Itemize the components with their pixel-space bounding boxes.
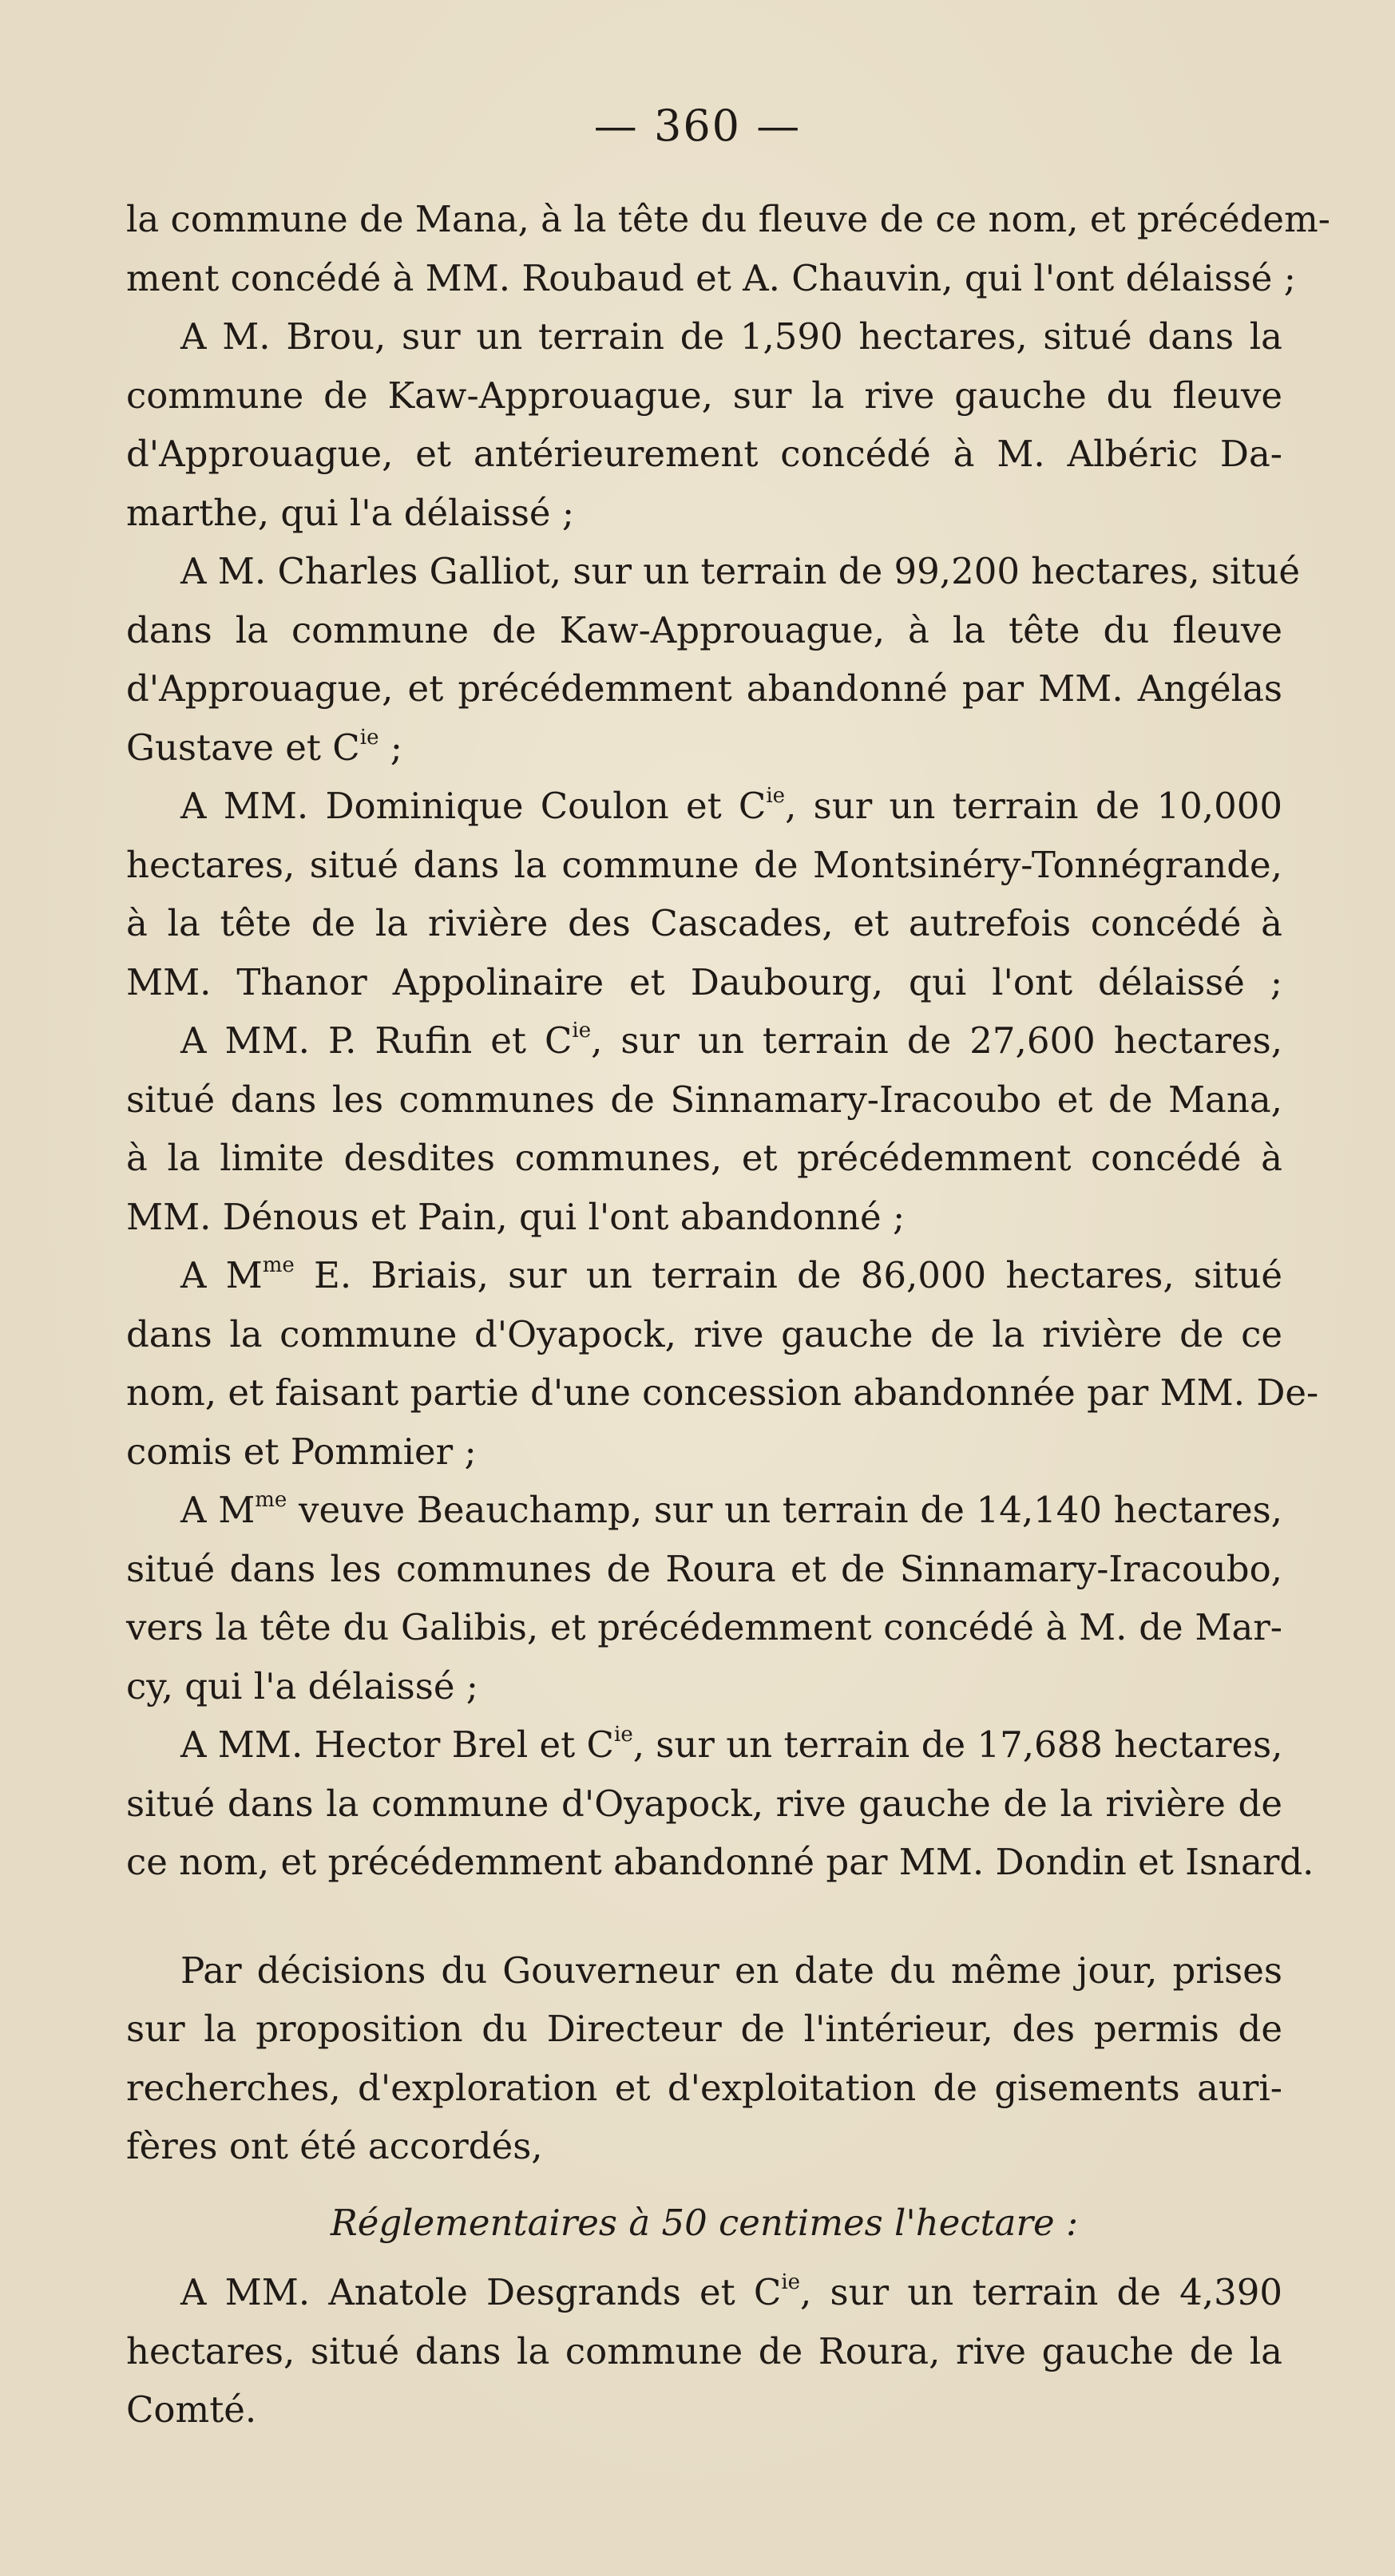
text-line — [126, 1481, 1282, 1540]
text-line — [126, 718, 1282, 778]
text-line: hectares, situé dans la commune de Montsinéry-Tonnégrande, — [126, 843, 1282, 886]
text-line: d'Approuague, et antérieurement concédé à M. Albéric Da- — [126, 433, 1282, 475]
text-fragment: A M — [180, 1489, 256, 1531]
section-heading: Réglementaires à 50 centimes l'hectare : — [330, 2201, 1079, 2244]
superscript: ie — [766, 784, 786, 808]
text-line — [126, 2263, 1282, 2322]
text-line: dans la commune d'Oyapock, rive gauche de la rivière de ce — [126, 1312, 1282, 1355]
text-fragment: Gustave et C — [126, 726, 360, 769]
text-fragment: , sur un terrain de 17,688 hectares, — [632, 1723, 1283, 1766]
text-line: d'Approuague, et précédemment abandonné par MM. Angélas — [126, 667, 1282, 710]
text-line — [126, 1246, 1282, 1305]
text-line: A M. Charles Galliot, sur un terrain de 99,200 hectares, situé — [180, 550, 1301, 592]
text-line: cy, qui l'a délaissé ; — [126, 1664, 478, 1707]
text-line: à la limite desdites communes, et précédemment concédé à — [126, 1137, 1282, 1179]
body-text — [126, 190, 1330, 2439]
text-line: A M. Brou, sur un terrain de 1,590 hectares, situé dans la — [180, 315, 1282, 358]
text-line: la commune de Mana, à la tête du fleuve de ce nom, et précédem- — [126, 198, 1330, 240]
page-number: — 360 — — [593, 101, 802, 151]
text-line — [126, 777, 1282, 836]
text-fragment: A MM. Hector Brel et C — [180, 1723, 614, 1766]
paragraph-mana — [126, 190, 1330, 307]
superscript: ie — [572, 1019, 592, 1043]
text-line: comis et Pommier ; — [126, 1430, 477, 1473]
text-line: situé dans les communes de Roura et de Sinnamary-Iracoubo, — [126, 1547, 1282, 1590]
text-fragment: , sur un terrain de 10,000 — [785, 785, 1282, 827]
text-line: MM. Dénous et Pain, qui l'ont abandonné ; — [126, 1195, 906, 1238]
superscript: me — [262, 1253, 295, 1277]
text-fragment: A M — [180, 1254, 263, 1296]
text-line: à la tête de la rivière des Cascades, et autrefois concédé à — [126, 902, 1282, 944]
text-line: fères ont été accordés, — [126, 2125, 543, 2167]
text-line: recherches, d'exploration et d'exploitation de gisements auri- — [126, 2066, 1282, 2109]
text-line: sur la proposition du Directeur de l'intérieur, des permis de — [126, 2008, 1282, 2050]
text-line: nom, et faisant partie d'une concession abandonnée par MM. De- — [126, 1371, 1319, 1414]
superscript: ie — [614, 1723, 633, 1747]
text-line: Par décisions du Gouverneur en date du même jour, prises — [180, 1949, 1282, 1992]
paragraph-decisions — [126, 1941, 1282, 2176]
text-fragment: , sur un terrain de 27,600 hectares, — [591, 1019, 1282, 1062]
text-fragment: A MM. Dominique Coulon et C — [180, 785, 767, 827]
paragraph-coulon — [126, 777, 1282, 1011]
text-line: ment concédé à MM. Roubaud et A. Chauvin, qui l'ont délaissé ; — [126, 256, 1296, 299]
text-line: dans la commune de Kaw-Approuague, à la tête du fleuve — [126, 608, 1282, 651]
paragraph-brel — [126, 1715, 1314, 1892]
text-fragment: veuve Beauchamp, sur un terrain de 14,140 hectares, — [287, 1489, 1282, 1531]
text-line — [126, 1011, 1282, 1070]
superscript: ie — [359, 725, 379, 750]
text-line: situé dans les communes de Sinnamary-Iracoubo et de Mana, — [126, 1078, 1282, 1121]
superscript: me — [255, 1488, 287, 1512]
text-line: hectares, situé dans la commune de Roura, rive gauche de la — [126, 2329, 1282, 2372]
paragraph-rufin — [126, 1011, 1282, 1246]
text-line: MM. Thanor Appolinaire et Daubourg, qui l'ont délaissé ; — [126, 960, 1282, 1003]
text-fragment: A MM. Anatole Desgrands et C — [180, 2271, 782, 2313]
text-fragment: E. Briais, sur un terrain de 86,000 hectares, situé — [294, 1254, 1282, 1296]
text-line: vers la tête du Galibis, et précédemment concédé à M. de Mar- — [126, 1606, 1282, 1648]
paragraph-brou — [126, 307, 1282, 542]
paragraph-galliot — [126, 542, 1301, 777]
text-fragment: A MM. P. Rufin et C — [180, 1019, 573, 1062]
text-line: ce nom, et précédemment abandonné par MM. Dondin et Isnard. — [126, 1841, 1314, 1883]
text-line: Comté. — [126, 2388, 257, 2431]
superscript: ie — [781, 2270, 801, 2294]
text-fragment: , sur un terrain de 4,390 — [800, 2271, 1282, 2313]
text-fragment: ; — [378, 726, 402, 769]
text-line: commune de Kaw-Approuague, sur la rive gauche du fleuve — [126, 374, 1282, 417]
paragraph-beauchamp — [126, 1481, 1282, 1715]
paragraph-gap — [126, 1892, 1282, 1941]
text-line: situé dans la commune d'Oyapock, rive gauche de la rivière de — [126, 1782, 1282, 1825]
paragraph-briais — [126, 1246, 1319, 1481]
text-line: marthe, qui l'a délaissé ; — [126, 491, 575, 534]
paragraph-desgrands — [126, 2263, 1282, 2439]
text-line — [126, 1715, 1282, 1775]
